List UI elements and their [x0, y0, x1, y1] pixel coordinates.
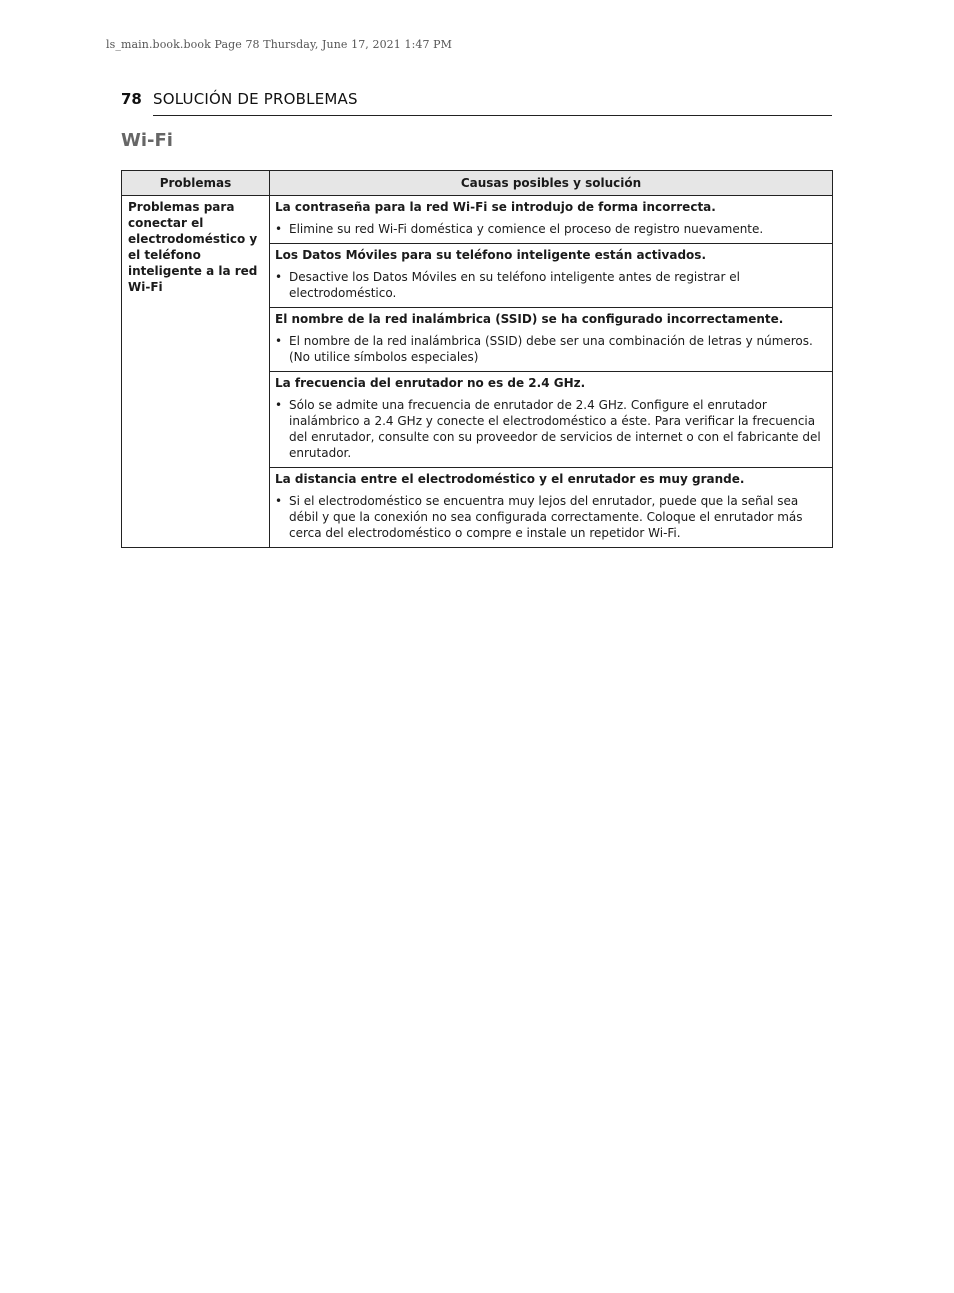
table-header-row — [122, 171, 833, 196]
section-title: Wi-Fi — [121, 130, 173, 151]
problem-cell — [122, 196, 270, 548]
cause-cell — [270, 244, 833, 308]
cause-solution: • El nombre de la red inalámbrica (SSID) debe ser una combinación de letras y números. (No utilice símbolos especiales) — [275, 333, 824, 365]
header-causes: Causas posibles y solución — [270, 171, 833, 196]
cause-solution: • Desactive los Datos Móviles en su teléfono inteligente antes de registrar el electrodoméstico. — [275, 269, 824, 301]
cause-cell — [270, 196, 833, 244]
cause-cell — [270, 308, 833, 372]
page-number: 78 — [121, 90, 142, 108]
cause-cell — [270, 468, 833, 548]
cause-cell — [270, 372, 833, 468]
cause-title: La distancia entre el electrodoméstico y el enrutador es muy grande. — [275, 472, 745, 486]
cause-solution: • Sólo se admite una frecuencia de enrutador de 2.4 GHz. Configure el enrutador inalámbrico a 2.4 GHz y conecte el electrodoméstico a éste. Para verificar la frecuencia del enrutador, consulte con su proveedor de servicios de internet o con el fabricante del enrutador. — [275, 397, 824, 461]
cause-solution: • Elimine su red Wi-Fi doméstica y comience el proceso de registro nuevamente. — [275, 221, 824, 237]
problem-text: Problemas para conectar el electrodoméstico y el teléfono inteligente a la red Wi-Fi — [128, 200, 258, 294]
header-problems: Problemas — [122, 171, 270, 196]
cause-title: Los Datos Móviles para su teléfono inteligente están activados. — [275, 248, 706, 262]
page-header — [121, 88, 832, 116]
cause-title: La frecuencia del enrutador no es de 2.4 GHz. — [275, 376, 586, 390]
book-header: ls_main.book.book Page 78 Thursday, June 17, 2021 1:47 PM — [106, 38, 453, 51]
cause-title: La contraseña para la red Wi-Fi se introdujo de forma incorrecta. — [275, 200, 716, 214]
table-row — [122, 196, 833, 244]
section-name: SOLUCIÓN DE PROBLEMAS — [153, 90, 358, 108]
troubleshooting-table — [121, 170, 833, 548]
cause-solution: • Si el electrodoméstico se encuentra muy lejos del enrutador, puede que la señal sea débil y que la conexión no sea configurada correctamente. Coloque el enrutador más cerca del electrodoméstico o compre e instale un repetidor Wi-Fi. — [275, 493, 824, 541]
cause-title: El nombre de la red inalámbrica (SSID) se ha configurado incorrectamente. — [275, 312, 784, 326]
header-rule — [153, 115, 832, 116]
